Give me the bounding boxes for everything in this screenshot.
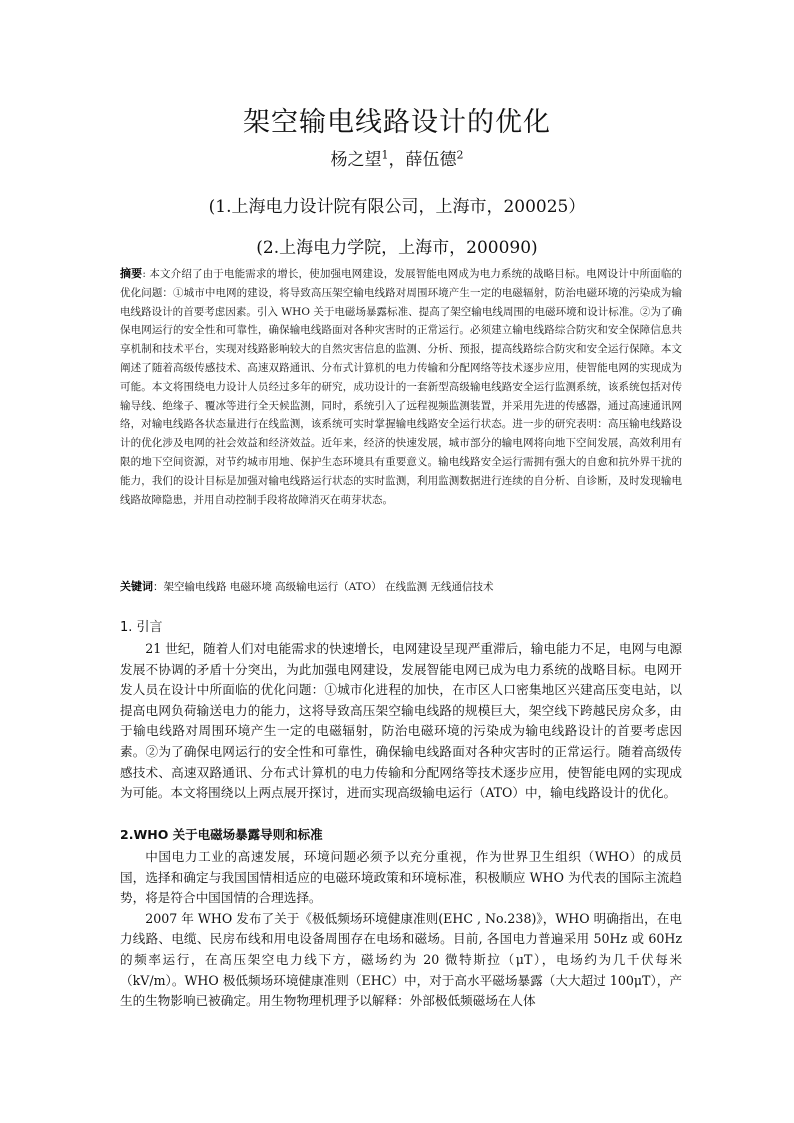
section-body-who-standards [120, 847, 682, 1012]
paper-title: 架空输电线路设计的优化 [243, 107, 551, 138]
paragraph: 2007 年 WHO 发布了关于《极低频场环境健康准则(EHC , No.238)》，WHO 明确指出，在电力线路、电缆、民房布线和用电设备周围存在电场和磁场。目前, 各国电力普遍采用 50Hz 或 60Hz 的频率运行，在高压架空电力线下方，磁场约为 20 微特斯拉（μT），电场约为几千伏每米（kV/m）。WHO 极低频场环境健康准则（EHC）中，对于高水平磁场暴露（大大超过 100μT），产生的生物影响已被确定。用生物物理机理予以解释：外部极低频磁场在人体 [120, 910, 682, 1009]
keywords-label: 关键词 [120, 580, 153, 593]
author-separator: ， [388, 150, 406, 170]
author-line [0, 145, 794, 170]
author-2: 薛伍德 [405, 150, 457, 170]
author-1: 杨之望 [330, 150, 382, 170]
abstract [120, 265, 682, 509]
keywords [120, 579, 682, 595]
affiliation-1: (1.上海电力设计院有限公司，上海市，200025） [208, 197, 586, 217]
abstract-text: : 本文介绍了由于电能需求的增长，使加强电网建设，发展智能电网成为电力系统的战略目标。电网设计中所面临的优化问题：①城市中电网的建设，将导致高压架空输电线路对周围环境产生一定的电磁辐射，防治电磁环境的污染成为输电线路设计的首要考虑因素。引入 WHO 关于电磁场暴露标准、提高了架空输电线周围的电磁环境和设计标准。②为了确保电网运行的安全性和可靠性，确保输电线路面对各种灾害时的正常运行。必须建立输电线路综合防灾和安全保障信息共享机制和技术平台，实现对线路影响较大的自然灾害信息的监测、分析、预报，提高线路综合防灾和安全运行保障。本文阐述了随着高级传感技术、高速双路通讯、分布式计算机的电力传输和分配网络等技术逐步应用，使智能电网的实现成为可能。本文将围绕电力设计人员经过多年的研究，成功设计的一套新型高级输电线路安全运行监测系统，该系统包括对传输导线、绝缘子、覆冰等进行全天候监测，同时，系统引入了远程视频监测装置，并采用先进的传感器，通过高速通讯网络，对输电线路各状态量进行在线监测，该系统可实时掌握输电线路安全运行状态。进一步的研究表明：高压输电线路设计的优化涉及电网的社会效益和经济效益。近年来，经济的快速发展，城市部分的输电网将向地下空间发展，高效利用有限的地下空间资源，对节约城市用地、保护生态环境具有重要意义。输电线路安全运行需拥有强大的自愈和抗外界干扰的能力，我们的设计目标是加强对输电线路运行状态的实时监测，利用监测数据进行连续的自分析、自诊断，及时发现输电线路故障隐患，并用自动控制手段将故障消灭在萌芽状态。 [120, 268, 682, 506]
keywords-text: ：架空输电线路 电磁环境 高级输电运行（ATO） 在线监测 无线通信技术 [153, 581, 494, 593]
section-heading-introduction: 1. 引言 [120, 620, 163, 635]
section-body-introduction [120, 639, 682, 804]
author-1-affil-mark: 1 [381, 148, 389, 162]
abstract-label: 摘要 [120, 267, 143, 280]
author-2-affil-mark: 2 [456, 148, 464, 162]
paragraph: 中国电力工业的高速发展，环境问题必须予以充分重视，作为世界卫生组织（WHO）的成员国，选择和确定与我国国情相适应的电磁环境政策和环境标准，积极顺应 WHO 为代表的国际主流趋势，将是符合中国国情的合理选择。 [120, 849, 682, 906]
section-heading-who-standards: 2.WHO 关于电磁场暴露导则和标准 [120, 827, 323, 842]
affiliation-2: (2.上海电力学院，上海市，200090) [256, 238, 538, 258]
paragraph: 21 世纪，随着人们对电能需求的快速增长，电网建设呈现严重滞后，输电能力不足，电网与电源发展不协调的矛盾十分突出，为此加强电网建设，发展智能电网已成为电力系统的战略目标。电网开发人员在设计中所面临的优化问题：①城市化进程的加快，在市区人口密集地区兴建高压变电站，以提高电网负荷输送电力的能力，这将导致高压架空输电线路的规模巨大，架空线下跨越民房众多，由于输电线路对周围环境产生一定的电磁辐射，防治电磁环境的污染成为输电线路设计的首要考虑因素。②为了确保电网运行的安全性和可靠性，确保输电线路面对各种灾害时的正常运行。随着高级传感技术、高速双路通讯、分布式计算机的电力传输和分配网络等技术逐步应用，使智能电网的实现成为可能。本文将围绕以上两点展开探讨，进而实现高级输电运行（ATO）中，输电线路设计的优化。 [120, 641, 682, 801]
